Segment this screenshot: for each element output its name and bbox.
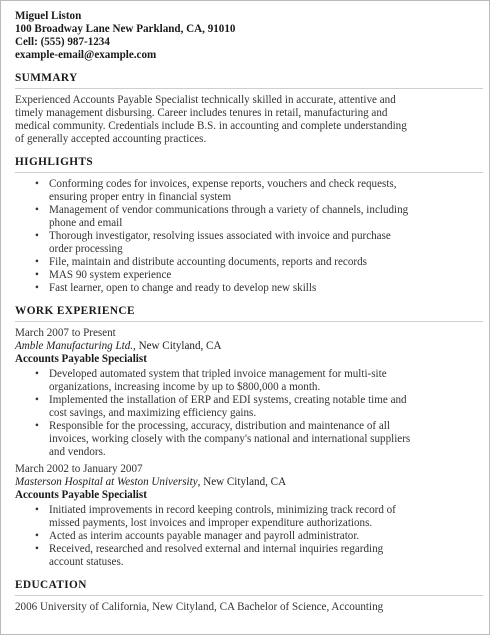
highlight-line: • Management of vendor communications through a variety of channels, including [49,204,409,216]
job-bullet-line: • Initiated improvements in record keeping controls, minimizing track record of [49,504,396,516]
highlight-line: • Thorough investigator, resolving issues associated with invoice and purchase [49,230,391,242]
job-bullet-line: • Implemented the installation of ERP and EDI systems, creating notable time and [49,394,407,406]
job-bullet [49,543,483,569]
summary-line: medical community. Credentials include B.S. in accounting and complete understanding [15,120,407,132]
candidate-email: example-email@example.com [15,49,157,61]
job-dates: March 2007 to Present [15,327,116,339]
job-bullet-line: • Acted as interim accounts payable manager and payroll administrator. [49,530,360,542]
summary-heading: SUMMARY [15,72,483,89]
job-bullet-line: and vendors. [49,446,106,458]
job-company-line [15,340,483,353]
highlight-line: • MAS 90 system experience [49,269,172,281]
highlight-item [49,230,483,256]
job-role: Accounts Payable Specialist [15,489,147,501]
summary-line: of generally accepted accounting practices. [15,133,207,145]
highlight-line: • Conforming codes for invoices, expense reports, vouchers and check requests, [49,178,397,190]
highlight-line: • File, maintain and distribute accounting documents, reports and records [49,256,367,268]
candidate-phone: Cell: (555) 987-1234 [15,36,110,48]
highlights-list [15,178,483,295]
job-bullet-line: organizations, increasing income by up to $800,000 a month. [49,381,321,393]
job-dates: March 2002 to January 2007 [15,463,143,475]
contact-block [15,10,483,62]
summary-text [15,94,483,146]
job-role: Accounts Payable Specialist [15,353,147,365]
highlight-item [49,204,483,230]
summary-line: Experienced Accounts Payable Specialist technically skilled in accurate, attentive and [15,94,396,106]
highlight-item [49,178,483,204]
job-bullets [15,368,483,459]
highlight-line: phone and email [49,217,123,229]
candidate-name: Miguel Liston [15,10,82,22]
job-bullet-line: • Received, researched and resolved external and internal inquiries regarding [49,543,384,555]
highlight-line: order processing [49,243,123,255]
highlight-item [49,256,483,269]
job-bullet-line: missed payments, lost invoices and improper expenditure authorizations. [49,517,373,529]
job-bullet-line: invoices, working closely with the company's national and international suppliers [49,433,411,445]
job-bullets [15,504,483,569]
job-company: Masterson Hospital at Weston University [15,476,198,488]
job-entry [15,327,483,459]
candidate-address: 100 Broadway Lane New Parkland, CA, 91010 [15,23,236,35]
highlight-line: ensuring proper entry in financial system [49,191,232,203]
highlight-line: • Fast learner, open to change and ready to develop new skills [49,282,317,294]
job-bullet-line: • Developed automated system that tripled invoice management for multi-site [49,368,387,380]
job-location: , New Cityland, CA [133,340,222,352]
experience-heading: WORK EXPERIENCE [15,305,483,322]
education-heading: EDUCATION [15,579,483,596]
job-bullet-line: cost savings, and maximizing efficiency gains. [49,407,257,419]
job-company-line [15,476,483,489]
job-entry [15,463,483,569]
highlight-item [49,282,483,295]
job-bullet [49,504,483,530]
job-bullet-line: • Responsible for the processing, accuracy, distribution and maintenance of all [49,420,390,432]
job-bullet [49,394,483,420]
job-bullet [49,368,483,394]
job-bullet-line: account statuses. [49,556,124,568]
highlight-item [49,269,483,282]
summary-line: timely management disbursing. Career includes tenures in retail, manufacturing and [15,107,388,119]
job-bullet [49,530,483,543]
job-location: , New Cityland, CA [197,476,287,488]
highlights-heading: HIGHLIGHTS [15,156,483,173]
job-company: Amble Manufacturing Ltd. [15,340,134,352]
education-entry: 2006 University of California, New Cityland, CA Bachelor of Science, Accounting [15,601,384,613]
resume-content [15,10,483,614]
job-bullet [49,420,483,459]
